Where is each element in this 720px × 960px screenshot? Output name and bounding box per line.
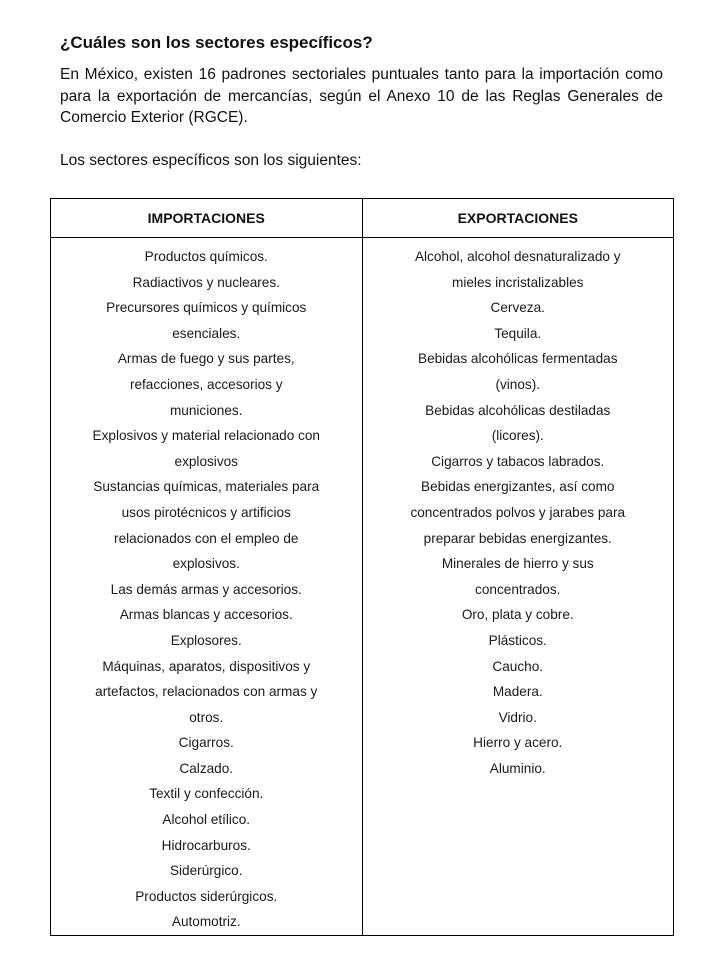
import-sector-line: Alcohol etílico. xyxy=(162,812,251,828)
table-body-row xyxy=(51,238,674,936)
import-sector-line: refacciones, accesorios y xyxy=(129,376,283,392)
export-sector-line: Bebidas alcohólicas destiladas xyxy=(425,402,611,418)
import-sector-line: Las demás armas y accesorios. xyxy=(110,581,302,597)
import-sector-line: Armas blancas y accesorios. xyxy=(119,607,293,623)
import-sector-line: Productos siderúrgicos. xyxy=(135,888,278,904)
import-sector-line: relacionados con el empleo de xyxy=(114,530,299,546)
import-sector-line: Calzado. xyxy=(179,760,234,776)
export-sector-line: (licores). xyxy=(491,428,544,444)
export-sector-line: Cigarros y tabacos labrados. xyxy=(431,453,605,469)
sectors-table xyxy=(50,198,674,936)
import-sector-line: Hidrocarburos. xyxy=(161,837,251,853)
import-sector-line: explosivos. xyxy=(172,556,240,572)
import-cell xyxy=(51,238,363,936)
export-sector-line: Aluminio. xyxy=(489,760,546,776)
import-sector-line: Armas de fuego y sus partes, xyxy=(117,351,295,367)
export-sector-line: Caucho. xyxy=(492,658,544,674)
import-sector-line: Siderúrgico. xyxy=(169,863,243,879)
table-header-row xyxy=(51,199,674,238)
export-sector-line: Bebidas alcohólicas fermentadas xyxy=(418,351,618,367)
import-sector-line: Sustancias químicas, materiales para xyxy=(93,479,320,495)
section-heading: ¿Cuáles son los sectores específicos? xyxy=(60,33,373,52)
import-sector-line: esenciales. xyxy=(172,325,241,341)
import-column-header: IMPORTACIONES xyxy=(51,199,363,238)
import-sector-line: artefactos, relacionados con armas y xyxy=(95,684,318,700)
intro-paragraph: En México, existen 16 padrones sectoriales puntuales tanto para la importación como para la exportación de mercancías, según el Anexo 10 de las Reglas Generales de Comercio Exterior (RGCE). xyxy=(60,66,663,126)
import-sector-line: usos pirotécnicos y artificios xyxy=(121,504,291,520)
export-sector-line: concentrados polvos y jarabes para xyxy=(410,504,626,520)
import-sector-line: Precursores químicos y químicos xyxy=(106,300,307,316)
export-sector-line: Bebidas energizantes, así como xyxy=(421,479,615,495)
import-sector-line: Radiactivos y nucleares. xyxy=(132,274,280,290)
export-sector-line: Minerales de hierro y sus xyxy=(441,556,594,572)
import-sector-line: Cigarros. xyxy=(178,735,234,751)
import-sector-list xyxy=(51,238,362,935)
export-sector-line: Tequila. xyxy=(494,325,542,341)
import-sector-line: Máquinas, aparatos, dispositivos y xyxy=(102,658,311,674)
import-sector-line: Explosivos y material relacionado con xyxy=(92,428,320,444)
import-sector-line: Explosores. xyxy=(170,632,242,648)
import-sector-line: Textil y confección. xyxy=(149,786,264,802)
export-sector-line: Cerveza. xyxy=(490,300,545,316)
export-column-header: EXPORTACIONES xyxy=(362,199,674,238)
export-sector-line: mieles incristalizables xyxy=(452,274,584,290)
export-sector-line: preparar bebidas energizantes. xyxy=(423,530,612,546)
export-sector-line: Alcohol, alcohol desnaturalizado y xyxy=(414,249,621,264)
export-sector-line: Plásticos. xyxy=(488,632,547,648)
import-sector-line: otros. xyxy=(189,709,224,725)
export-sector-line: Hierro y acero. xyxy=(473,735,563,751)
export-sector-list xyxy=(363,238,674,781)
import-sector-line: municiones. xyxy=(169,402,243,418)
export-cell xyxy=(362,238,674,936)
export-sector-line: (vinos). xyxy=(495,376,541,392)
export-sector-line: Oro, plata y cobre. xyxy=(461,607,574,623)
import-sector-line: explosivos xyxy=(174,453,238,469)
import-sector-line: Automotriz. xyxy=(171,914,241,930)
export-sector-line: concentrados. xyxy=(475,581,561,597)
import-sector-line: Productos químicos. xyxy=(144,249,268,264)
export-sector-line: Madera. xyxy=(492,684,543,700)
lead-sentence: Los sectores específicos son los siguientes: xyxy=(60,152,362,169)
export-sector-line: Vidrio. xyxy=(498,709,537,725)
